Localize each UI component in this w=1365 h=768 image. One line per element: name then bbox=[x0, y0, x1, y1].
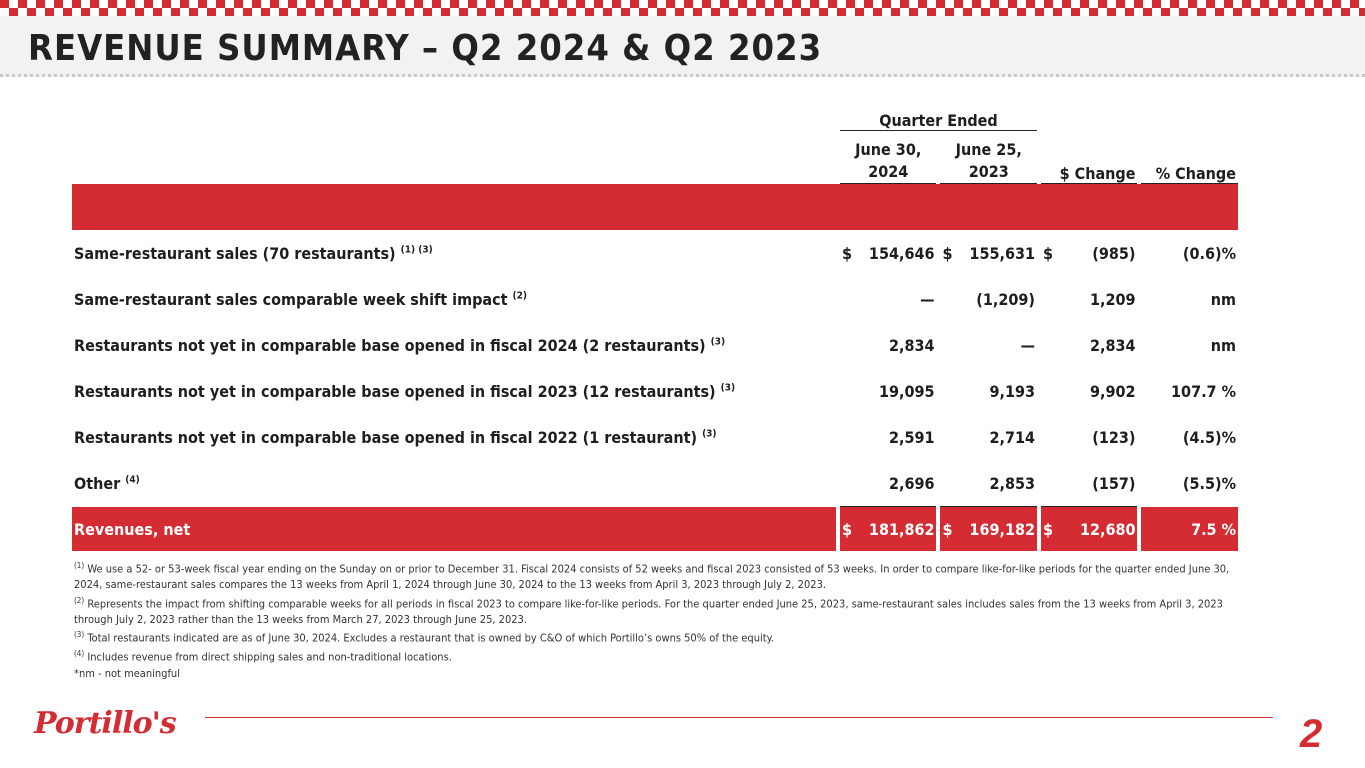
table-row: Same-restaurant sales (70 restaurants) $^{(1) (3)}$ $ 154,646 $ 155,631 $ (985) (0.6)% bbox=[74, 243, 1236, 263]
footnote-3: $^{(3)}$ Total restaurants indicated are as of June 30, 2024. Excludes a restaurant that is owned by C&O of which Portillo’s owns 50% of the equity. bbox=[74, 630, 775, 645]
table-row: Restaurants not yet in comparable base opened in fiscal 2024 (2 restaurants) $^{(3)}$ 2,834 — 2,834 nm bbox=[74, 335, 1236, 355]
checkered-border bbox=[0, 0, 1365, 16]
quarter-ended-header: Quarter Ended bbox=[840, 104, 1037, 131]
page-number: 2 bbox=[1300, 712, 1323, 756]
table-row: Restaurants not yet in comparable base opened in fiscal 2023 (12 restaurants) $^{(3)}$ 19,095 9,193 9,902 107.7 % bbox=[74, 381, 1236, 401]
total-row: Revenues, net $ 181,862 $ 169,182 $ 12,680 7.5 % bbox=[72, 507, 1238, 551]
portillos-logo: Portillo's bbox=[34, 706, 176, 741]
revenue-table bbox=[68, 104, 1242, 551]
col-header-dollar-change: $ Change bbox=[1041, 131, 1138, 184]
red-band bbox=[72, 184, 1238, 230]
table-row: Same-restaurant sales comparable week shift impact $^{(2)}$ — (1,209) 1,209 nm bbox=[74, 289, 1236, 309]
footnote-nm: *nm - not meaningful bbox=[74, 666, 180, 680]
col-header-pct-change: % Change bbox=[1141, 131, 1238, 184]
footer-divider bbox=[205, 717, 1273, 718]
footnote-2: $^{(2)}$ Represents the impact from shifting comparable weeks for all periods in fiscal 2023 to compare like-for-like periods. For the quarter ended June 25, 2023, same-restaurant sales includes sales from the 13 weeks from April 3, 2023 through July 2, 2023 rather than the 13 weeks from March 27, 2023 through June 25, 2023. bbox=[74, 595, 1223, 626]
table-row: Restaurants not yet in comparable base opened in fiscal 2022 (1 restaurant) $^{(3)}$ 2,591 2,714 (123) (4.5)% bbox=[74, 427, 1236, 447]
footnote-1: $^{(1)}$ We use a 52- or 53-week fiscal year ending on the Sunday on or prior to December 31. Fiscal 2024 consists of 52 weeks and fiscal 2023 consisted of 53 weeks. In order to compare like-for-like periods for the quarter ended June 30, 2024, same-restaurant sales compares the 13 weeks from April 1, 2024 through June 30, 2024 to the 13 weeks from April 3, 2023 through July 2, 2023. bbox=[74, 561, 1230, 592]
col-header-2023: June 25, 2023 bbox=[940, 131, 1037, 184]
table-row: Other $^{(4)}$ 2,696 2,853 (157) (5.5)% bbox=[72, 460, 1238, 507]
footnotes bbox=[74, 558, 1234, 681]
col-header-2024: June 30, 2024 bbox=[840, 131, 937, 184]
page-title: REVENUE SUMMARY – Q2 2024 & Q2 2023 bbox=[28, 28, 823, 69]
footnote-4: $^{(4)}$ Includes revenue from direct shipping sales and non-traditional locations. bbox=[74, 649, 452, 665]
